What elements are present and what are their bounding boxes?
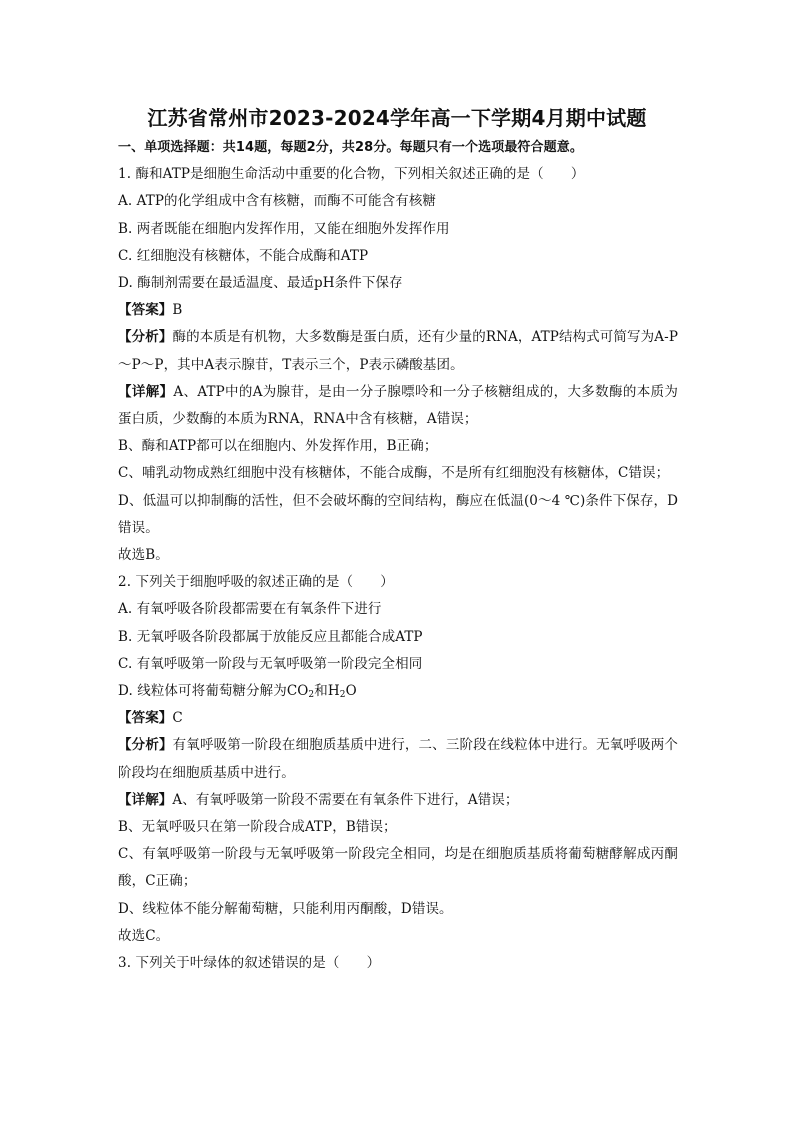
question-stem: 1. 酶和ATP是细胞生命活动中重要的化合物，下列相关叙述正确的是（ ） — [118, 166, 585, 183]
option-d-text: D. 线粒体可将葡萄糖分解为CO — [118, 683, 309, 700]
detail-text: A、ATP中的A为腺苷，是由一分子腺嘌呤和一分子核糖组成的，大多数酶的本质为蛋白质，少数酶的本质为RNA，RNA中含有核糖，A错误； — [118, 383, 678, 428]
question-2 — [118, 569, 678, 950]
answer-tag: 【答案】 — [118, 302, 173, 319]
option-a: A. ATP的化学组成中含有核糖，而酶不可能含有核糖 — [118, 193, 437, 210]
detail-text: A、有氧呼吸第一阶段不需要在有氧条件下进行，A错误； — [172, 791, 519, 808]
option-b: B. 两者既能在细胞内发挥作用，又能在细胞外发挥作用 — [118, 220, 450, 237]
detail-line: C、有氧呼吸第一阶段与无氧呼吸第一阶段完全相同，均是在细胞质基质将葡萄糖酵解成丙酮酸，C正确； — [118, 846, 678, 890]
answer-tag: 【答案】 — [118, 710, 173, 727]
analysis-tag: 【分析】 — [118, 329, 173, 346]
option-d-text: O — [345, 683, 357, 700]
detail-line: B、无氧呼吸只在第一阶段合成ATP，B错误； — [118, 819, 397, 836]
option-d: D. 酶制剂需要在最适温度、最适pH条件下保存 — [118, 275, 403, 292]
answer-value: B — [172, 302, 183, 319]
analysis-text: 有氧呼吸第一阶段在细胞质基质中进行，二、三阶段在线粒体中进行。无氧呼吸两个阶段均在细胞质基质中进行。 — [118, 737, 678, 781]
analysis-paragraph — [118, 324, 678, 378]
question-stem: 3. 下列关于叶绿体的叙述错误的是（ ） — [118, 955, 381, 972]
detail-line: C、哺乳动物成熟红细胞中没有核糖体，不能合成酶，不是所有红细胞没有核糖体，C错误； — [118, 465, 670, 482]
detail-line: B、酶和ATP都可以在细胞内、外发挥作用，B正确； — [118, 438, 438, 455]
document-body — [118, 134, 678, 977]
question-3 — [118, 950, 678, 977]
conclusion: 故选B。 — [118, 547, 169, 564]
section-header: 一、单项选择题：共14题，每题2分，共28分。每题只有一个选项最符合题意。 — [118, 140, 583, 155]
answer-value: C — [172, 710, 183, 727]
option-b: B. 无氧呼吸各阶段都属于放能反应且都能合成ATP — [118, 628, 423, 645]
subscript: 2 — [308, 690, 315, 701]
answer-line — [118, 297, 678, 324]
detail-paragraph — [118, 787, 678, 814]
option-d — [118, 678, 678, 705]
option-d-text: 和H — [314, 683, 340, 700]
option-c: C. 红细胞没有核糖体，不能合成酶和ATP — [118, 247, 369, 264]
detail-line: D、低温可以抑制酶的活性，但不会破坏酶的空间结构，酶应在低温(0～4 ℃)条件下保存，D错误。 — [118, 492, 678, 536]
conclusion: 故选C。 — [118, 927, 170, 944]
analysis-text: 酶的本质是有机物，大多数酶是蛋白质，还有少量的RNA，ATP结构式可简写为A-P～P～P，其中A表示腺苷，T表示三个，P表示磷酸基团。 — [118, 329, 678, 373]
answer-line — [118, 705, 678, 732]
subscript: 2 — [339, 690, 346, 701]
analysis-tag: 【分析】 — [118, 737, 173, 754]
question-1 — [118, 161, 678, 569]
analysis-paragraph — [118, 732, 678, 786]
detail-tag: 【详解】 — [118, 791, 173, 808]
page-title: 江苏省常州市2023-2024学年高一下学期4月期中试题 — [147, 106, 647, 130]
detail-line: D、线粒体不能分解葡萄糖，只能利用丙酮酸，D错误。 — [118, 900, 453, 917]
question-stem: 2. 下列关于细胞呼吸的叙述正确的是（ ） — [118, 574, 394, 591]
option-c: C. 有氧呼吸第一阶段与无氧呼吸第一阶段完全相同 — [118, 655, 423, 672]
detail-paragraph — [118, 379, 678, 433]
option-a: A. 有氧呼吸各阶段都需要在有氧条件下进行 — [118, 601, 382, 618]
detail-tag: 【详解】 — [118, 383, 174, 400]
